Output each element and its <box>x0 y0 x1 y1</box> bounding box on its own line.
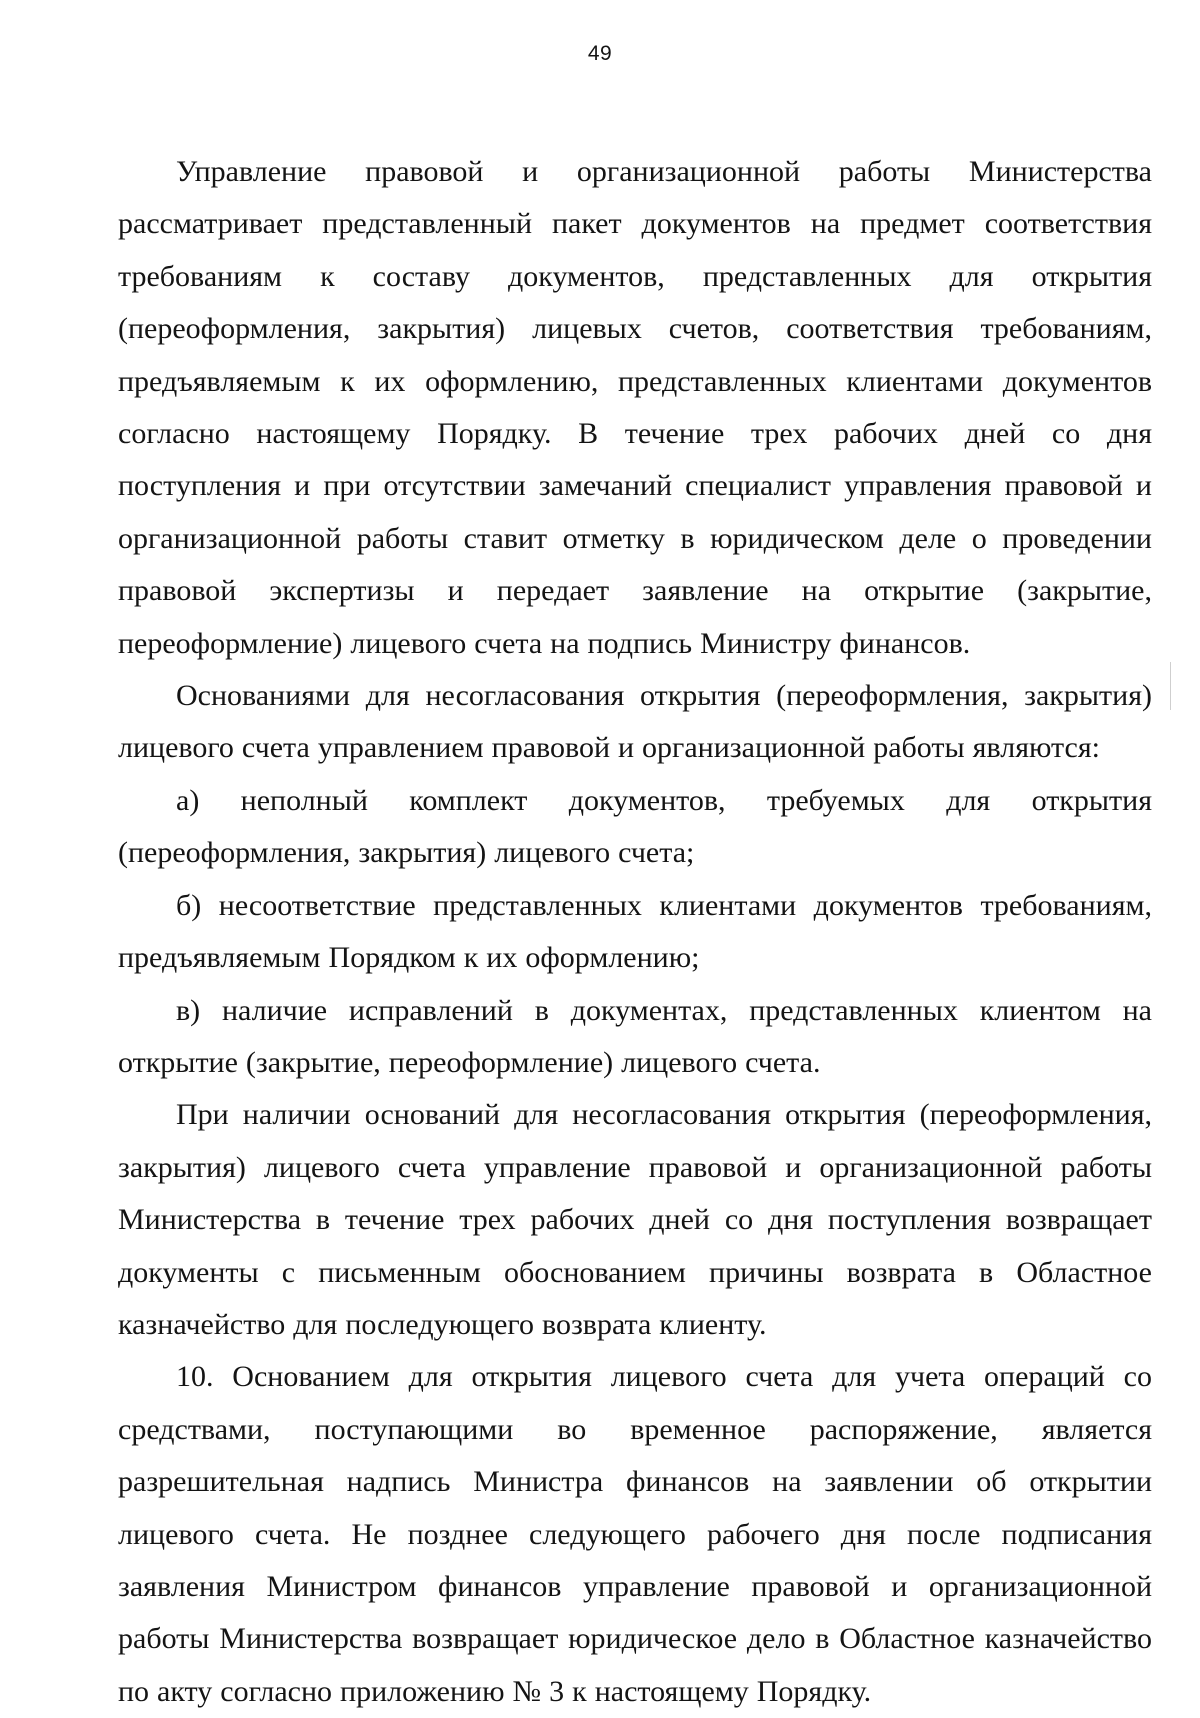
paragraph-grounds-intro: Основаниями для несогласования открытия (переоформления, закрытия) лицевого счета управлением правовой и организационной работы являются: <box>118 679 1152 765</box>
paragraph-legal-review: Управление правовой и организационной работы Министерства рассматривает представленный пакет документов на предмет соответствия требованиям к составу документов, представленных для открытия (переоформления, закрытия) лицевых счетов, соответствия требованиям, предъявляемым к их оформлению, представленных клиентами документов согласно настоящему Порядку. В течение трех рабочих дней со дня поступления и при отсутствии замечаний специалист управления правовой и организационной работы ставит отметку в юридическом деле о проведении правовой экспертизы и передает заявление на открытие (закрытие, переоформление) лицевого счета на подпись Министру финансов. <box>118 155 1152 660</box>
paragraph-ground-a: а) неполный комплект документов, требуемых для открытия (переоформления, закрытия) лицевого счета; <box>118 783 1152 870</box>
page-number: 49 <box>587 42 613 65</box>
paragraph-ground-b: б) несоответствие представленных клиентами документов требованиям, предъявляемым Порядком к их оформлению; <box>118 888 1152 975</box>
scan-margin-mark <box>1170 662 1171 710</box>
paragraph-item-10: 10. Основанием для открытия лицевого счета для учета операций со средствами, поступающими во временное распоряжение, является разрешительная надпись Министра финансов на заявлении об открытии лицевого счета. Не позднее следующего рабочего дня после подписания заявления Министром финансов управление правовой и организационной работы Министерства возвращает юридическое дело в Областное казначейство по акту согласно приложению № 3 к настоящему Порядку. <box>118 1360 1152 1708</box>
document-body <box>118 146 1152 1718</box>
paragraph-return-documents: При наличии оснований для несогласования открытия (переоформления, закрытия) лицевого счета управление правовой и организационной работы Министерства в течение трех рабочих дней со дня поступления возвращает документы с письменным обоснованием причины возврата в Областное казначейство для последующего возврата клиенту. <box>118 1098 1152 1341</box>
paragraph-ground-c: в) наличие исправлений в документах, представленных клиентом на открытие (закрытие, переоформление) лицевого счета. <box>118 993 1152 1079</box>
